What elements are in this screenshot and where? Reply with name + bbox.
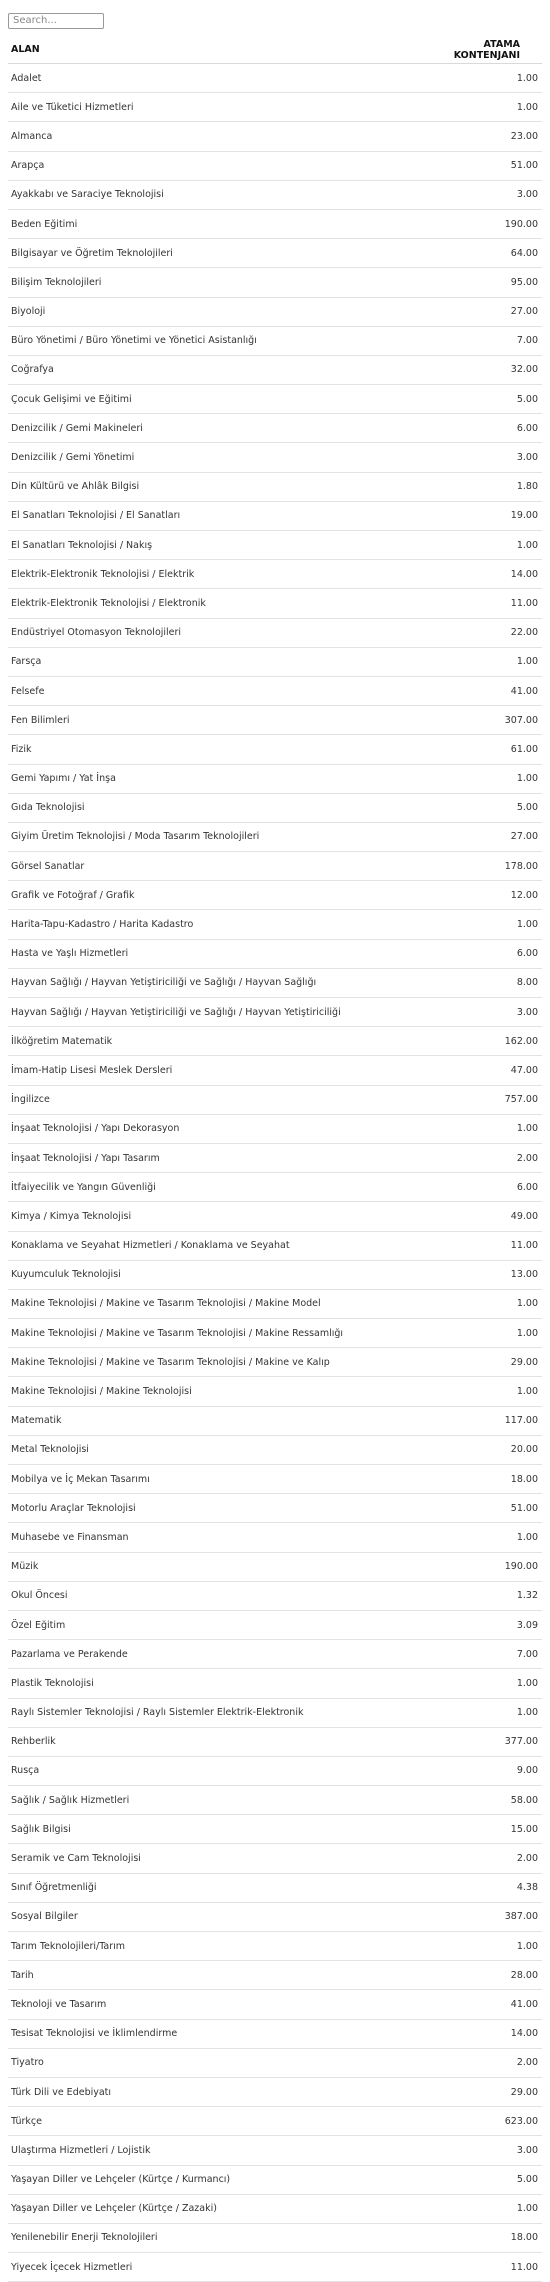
cell-atama-kontenjani: 19.00 — [414, 501, 542, 530]
cell-atama-kontenjani: 307.00 — [414, 706, 542, 735]
table-row — [8, 326, 542, 355]
table-row — [8, 2019, 542, 2048]
table-row — [8, 1961, 542, 1990]
cell-atama-kontenjani: 22.00 — [414, 618, 542, 647]
cell-atama-kontenjani: 23.00 — [414, 122, 542, 151]
table-row — [8, 414, 542, 443]
cell-atama-kontenjani: 47.00 — [414, 1056, 542, 1085]
cell-alan: Makine Teknolojisi / Makine Teknolojisi — [8, 1377, 414, 1406]
table-row — [8, 764, 542, 793]
cell-atama-kontenjani: 3.00 — [414, 443, 542, 472]
table-row — [8, 93, 542, 122]
table-row — [8, 1844, 542, 1873]
cell-atama-kontenjani: 1.00 — [414, 93, 542, 122]
cell-atama-kontenjani: 7.00 — [414, 326, 542, 355]
cell-alan: İnşaat Teknolojisi / Yapı Dekorasyon — [8, 1114, 414, 1143]
cell-atama-kontenjani: 1.00 — [414, 647, 542, 676]
cell-alan: Ulaştırma Hizmetleri / Lojistik — [8, 2136, 414, 2165]
table-row — [8, 1873, 542, 1902]
cell-atama-kontenjani: 3.00 — [414, 180, 542, 209]
table-row — [8, 2048, 542, 2077]
cell-atama-kontenjani: 5.00 — [414, 2165, 542, 2194]
table-row — [8, 676, 542, 705]
cell-atama-kontenjani: 117.00 — [414, 1406, 542, 1435]
table-row — [8, 1085, 542, 1114]
table-row — [8, 910, 542, 939]
cell-alan: Endüstriyel Otomasyon Teknolojileri — [8, 618, 414, 647]
cell-atama-kontenjani: 1.32 — [414, 1581, 542, 1610]
cell-atama-kontenjani: 29.00 — [414, 1348, 542, 1377]
data-table-container — [8, 36, 542, 2282]
table-row — [8, 122, 542, 151]
table-row — [8, 64, 542, 93]
cell-atama-kontenjani: 9.00 — [414, 1756, 542, 1785]
search-input[interactable] — [8, 13, 104, 29]
cell-atama-kontenjani: 4.38 — [414, 1873, 542, 1902]
cell-atama-kontenjani: 1.00 — [414, 764, 542, 793]
cell-atama-kontenjani: 1.80 — [414, 472, 542, 501]
cell-atama-kontenjani: 18.00 — [414, 2223, 542, 2252]
table-row — [8, 1523, 542, 1552]
cell-alan: Tarım Teknolojileri/Tarım — [8, 1932, 414, 1961]
cell-alan: İmam-Hatip Lisesi Meslek Dersleri — [8, 1056, 414, 1085]
table-row — [8, 1173, 542, 1202]
table-row — [8, 1056, 542, 1085]
table-row — [8, 881, 542, 910]
table-row — [8, 1698, 542, 1727]
cell-atama-kontenjani: 32.00 — [414, 355, 542, 384]
cell-alan: Farsça — [8, 647, 414, 676]
cell-alan: Yenilenebilir Enerji Teknolojileri — [8, 2223, 414, 2252]
cell-atama-kontenjani: 41.00 — [414, 1990, 542, 2019]
cell-atama-kontenjani: 27.00 — [414, 297, 542, 326]
cell-atama-kontenjani: 6.00 — [414, 939, 542, 968]
cell-alan: Fen Bilimleri — [8, 706, 414, 735]
table-row — [8, 1990, 542, 2019]
table-row — [8, 209, 542, 238]
table-row — [8, 239, 542, 268]
table-row — [8, 1669, 542, 1698]
cell-atama-kontenjani: 11.00 — [414, 2253, 542, 2282]
cell-atama-kontenjani: 49.00 — [414, 1202, 542, 1231]
cell-atama-kontenjani: 13.00 — [414, 1260, 542, 1289]
table-row — [8, 1289, 542, 1318]
table-row — [8, 618, 542, 647]
cell-alan: Sosyal Bilgiler — [8, 1902, 414, 1931]
table-row — [8, 1640, 542, 1669]
cell-atama-kontenjani: 1.00 — [414, 531, 542, 560]
cell-alan: Kimya / Kimya Teknolojisi — [8, 1202, 414, 1231]
cell-alan: Makine Teknolojisi / Makine ve Tasarım Teknolojisi / Makine Ressamlığı — [8, 1319, 414, 1348]
cell-atama-kontenjani: 12.00 — [414, 881, 542, 910]
table-header — [8, 36, 542, 64]
table-row — [8, 1932, 542, 1961]
cell-alan: Coğrafya — [8, 355, 414, 384]
cell-atama-kontenjani: 6.00 — [414, 1173, 542, 1202]
cell-alan: Muhasebe ve Finansman — [8, 1523, 414, 1552]
table-row — [8, 1581, 542, 1610]
cell-alan: Adalet — [8, 64, 414, 93]
table-row — [8, 1260, 542, 1289]
cell-atama-kontenjani: 41.00 — [414, 676, 542, 705]
table-body — [8, 64, 542, 2282]
cell-atama-kontenjani: 5.00 — [414, 793, 542, 822]
cell-alan: Kuyumculuk Teknolojisi — [8, 1260, 414, 1289]
cell-alan: Tesisat Teknolojisi ve İklimlendirme — [8, 2019, 414, 2048]
table-row — [8, 706, 542, 735]
table-row — [8, 1465, 542, 1494]
table-row — [8, 560, 542, 589]
cell-alan: El Sanatları Teknolojisi / El Sanatları — [8, 501, 414, 530]
column-header-alan[interactable]: ALAN — [8, 36, 414, 64]
table-row — [8, 822, 542, 851]
cell-alan: Hayvan Sağlığı / Hayvan Yetiştiriciliği ve Sağlığı / Hayvan Sağlığı — [8, 968, 414, 997]
cell-alan: Elektrik-Elektronik Teknolojisi / Elektrik — [8, 560, 414, 589]
cell-atama-kontenjani: 58.00 — [414, 1786, 542, 1815]
table-row — [8, 1727, 542, 1756]
cell-atama-kontenjani: 28.00 — [414, 1961, 542, 1990]
table-row — [8, 1406, 542, 1435]
table-row — [8, 589, 542, 618]
cell-atama-kontenjani: 11.00 — [414, 589, 542, 618]
table-row — [8, 998, 542, 1027]
cell-atama-kontenjani: 3.00 — [414, 998, 542, 1027]
cell-alan: Teknoloji ve Tasarım — [8, 1990, 414, 2019]
table-row — [8, 1786, 542, 1815]
cell-alan: Bilişim Teknolojileri — [8, 268, 414, 297]
cell-alan: Sağlık Bilgisi — [8, 1815, 414, 1844]
cell-alan: Arapça — [8, 151, 414, 180]
table-row — [8, 1202, 542, 1231]
cell-atama-kontenjani: 162.00 — [414, 1027, 542, 1056]
cell-alan: Konaklama ve Seyahat Hizmetleri / Konaklama ve Seyahat — [8, 1231, 414, 1260]
table-row — [8, 735, 542, 764]
table-row — [8, 852, 542, 881]
cell-alan: Müzik — [8, 1552, 414, 1581]
cell-atama-kontenjani: 6.00 — [414, 414, 542, 443]
cell-alan: Ayakkabı ve Saraciye Teknolojisi — [8, 180, 414, 209]
cell-alan: İnşaat Teknolojisi / Yapı Tasarım — [8, 1143, 414, 1172]
table-row — [8, 1815, 542, 1844]
cell-alan: Yiyecek İçecek Hizmetleri — [8, 2253, 414, 2282]
cell-atama-kontenjani: 1.00 — [414, 2194, 542, 2223]
cell-atama-kontenjani: 1.00 — [414, 1377, 542, 1406]
cell-alan: İtfaiyecilik ve Yangın Güvenliği — [8, 1173, 414, 1202]
table-row — [8, 151, 542, 180]
cell-alan: Tiyatro — [8, 2048, 414, 2077]
cell-alan: Büro Yönetimi / Büro Yönetimi ve Yönetici Asistanlığı — [8, 326, 414, 355]
cell-atama-kontenjani: 1.00 — [414, 1289, 542, 1318]
table-row — [8, 1902, 542, 1931]
cell-alan: Rusça — [8, 1756, 414, 1785]
cell-alan: Raylı Sistemler Teknolojisi / Raylı Sistemler Elektrik-Elektronik — [8, 1698, 414, 1727]
table-row — [8, 1377, 542, 1406]
cell-alan: El Sanatları Teknolojisi / Nakış — [8, 531, 414, 560]
table-row — [8, 1435, 542, 1464]
cell-alan: Motorlu Araçlar Teknolojisi — [8, 1494, 414, 1523]
cell-alan: Beden Eğitimi — [8, 209, 414, 238]
cell-atama-kontenjani: 64.00 — [414, 239, 542, 268]
cell-atama-kontenjani: 51.00 — [414, 151, 542, 180]
cell-alan: Elektrik-Elektronik Teknolojisi / Elektronik — [8, 589, 414, 618]
cell-atama-kontenjani: 377.00 — [414, 1727, 542, 1756]
table-row — [8, 793, 542, 822]
cell-atama-kontenjani: 95.00 — [414, 268, 542, 297]
cell-alan: Sınıf Öğretmenliği — [8, 1873, 414, 1902]
cell-atama-kontenjani: 14.00 — [414, 560, 542, 589]
table-row — [8, 1319, 542, 1348]
cell-alan: Türk Dili ve Edebiyatı — [8, 2077, 414, 2106]
table-row — [8, 2194, 542, 2223]
table-row — [8, 268, 542, 297]
cell-alan: Harita-Tapu-Kadastro / Harita Kadastro — [8, 910, 414, 939]
cell-atama-kontenjani: 5.00 — [414, 385, 542, 414]
cell-alan: Gıda Teknolojisi — [8, 793, 414, 822]
cell-alan: Özel Eğitim — [8, 1610, 414, 1639]
column-header-atama-kontenjani[interactable]: ATAMA KONTENJANI — [414, 36, 542, 64]
cell-alan: Denizcilik / Gemi Makineleri — [8, 414, 414, 443]
cell-alan: Plastik Teknolojisi — [8, 1669, 414, 1698]
cell-atama-kontenjani: 14.00 — [414, 2019, 542, 2048]
cell-alan: Giyim Üretim Teknolojisi / Moda Tasarım Teknolojileri — [8, 822, 414, 851]
cell-atama-kontenjani: 15.00 — [414, 1815, 542, 1844]
cell-atama-kontenjani: 190.00 — [414, 209, 542, 238]
cell-atama-kontenjani: 27.00 — [414, 822, 542, 851]
cell-alan: Biyoloji — [8, 297, 414, 326]
cell-alan: İngilizce — [8, 1085, 414, 1114]
cell-alan: Denizcilik / Gemi Yönetimi — [8, 443, 414, 472]
table-row — [8, 355, 542, 384]
table-row — [8, 443, 542, 472]
cell-atama-kontenjani: 1.00 — [414, 1669, 542, 1698]
cell-alan: Rehberlik — [8, 1727, 414, 1756]
table-row — [8, 2253, 542, 2282]
cell-atama-kontenjani: 3.09 — [414, 1610, 542, 1639]
table-row — [8, 2165, 542, 2194]
cell-alan: Seramik ve Cam Teknolojisi — [8, 1844, 414, 1873]
cell-alan: Grafik ve Fotoğraf / Grafik — [8, 881, 414, 910]
cell-atama-kontenjani: 7.00 — [414, 1640, 542, 1669]
cell-alan: Makine Teknolojisi / Makine ve Tasarım Teknolojisi / Makine ve Kalıp — [8, 1348, 414, 1377]
cell-atama-kontenjani: 29.00 — [414, 2077, 542, 2106]
table-row — [8, 968, 542, 997]
cell-atama-kontenjani: 3.00 — [414, 2136, 542, 2165]
cell-alan: İlköğretim Matematik — [8, 1027, 414, 1056]
cell-alan: Makine Teknolojisi / Makine ve Tasarım Teknolojisi / Makine Model — [8, 1289, 414, 1318]
cell-atama-kontenjani: 1.00 — [414, 910, 542, 939]
table-row — [8, 531, 542, 560]
table-row — [8, 2223, 542, 2252]
cell-alan: Yaşayan Diller ve Lehçeler (Kürtçe / Zazaki) — [8, 2194, 414, 2223]
cell-atama-kontenjani: 51.00 — [414, 1494, 542, 1523]
cell-alan: Felsefe — [8, 676, 414, 705]
cell-alan: Pazarlama ve Perakende — [8, 1640, 414, 1669]
table-header-row — [8, 36, 542, 64]
cell-alan: Metal Teknolojisi — [8, 1435, 414, 1464]
table-row — [8, 180, 542, 209]
cell-atama-kontenjani: 623.00 — [414, 2107, 542, 2136]
cell-alan: Gemi Yapımı / Yat İnşa — [8, 764, 414, 793]
table-row — [8, 2077, 542, 2106]
cell-atama-kontenjani: 1.00 — [414, 1523, 542, 1552]
cell-atama-kontenjani: 1.00 — [414, 1319, 542, 1348]
cell-alan: Mobilya ve İç Mekan Tasarımı — [8, 1465, 414, 1494]
cell-atama-kontenjani: 1.00 — [414, 64, 542, 93]
cell-alan: Sağlık / Sağlık Hizmetleri — [8, 1786, 414, 1815]
cell-atama-kontenjani: 1.00 — [414, 1114, 542, 1143]
cell-alan: Görsel Sanatlar — [8, 852, 414, 881]
table-row — [8, 1552, 542, 1581]
table-row — [8, 1027, 542, 1056]
cell-atama-kontenjani: 190.00 — [414, 1552, 542, 1581]
cell-alan: Matematik — [8, 1406, 414, 1435]
cell-atama-kontenjani: 8.00 — [414, 968, 542, 997]
table-row — [8, 1494, 542, 1523]
table-row — [8, 2107, 542, 2136]
cell-atama-kontenjani: 11.00 — [414, 1231, 542, 1260]
cell-alan: Aile ve Tüketici Hizmetleri — [8, 93, 414, 122]
cell-atama-kontenjani: 387.00 — [414, 1902, 542, 1931]
cell-alan: Bilgisayar ve Öğretim Teknolojileri — [8, 239, 414, 268]
table-row — [8, 1114, 542, 1143]
table-row — [8, 1348, 542, 1377]
table-row — [8, 472, 542, 501]
cell-atama-kontenjani: 2.00 — [414, 2048, 542, 2077]
table-row — [8, 939, 542, 968]
cell-atama-kontenjani: 20.00 — [414, 1435, 542, 1464]
cell-alan: Hayvan Sağlığı / Hayvan Yetiştiriciliği ve Sağlığı / Hayvan Yetiştiriciliği — [8, 998, 414, 1027]
cell-atama-kontenjani: 178.00 — [414, 852, 542, 881]
table-row — [8, 2136, 542, 2165]
cell-alan: Almanca — [8, 122, 414, 151]
table-row — [8, 385, 542, 414]
cell-atama-kontenjani: 757.00 — [414, 1085, 542, 1114]
cell-atama-kontenjani: 2.00 — [414, 1844, 542, 1873]
cell-atama-kontenjani: 2.00 — [414, 1143, 542, 1172]
cell-alan: Din Kültürü ve Ahlâk Bilgisi — [8, 472, 414, 501]
table-row — [8, 1756, 542, 1785]
cell-alan: Çocuk Gelişimi ve Eğitimi — [8, 385, 414, 414]
table-row — [8, 647, 542, 676]
table-row — [8, 501, 542, 530]
cell-atama-kontenjani: 1.00 — [414, 1932, 542, 1961]
cell-alan: Yaşayan Diller ve Lehçeler (Kürtçe / Kurmancı) — [8, 2165, 414, 2194]
cell-alan: Türkçe — [8, 2107, 414, 2136]
cell-alan: Hasta ve Yaşlı Hizmetleri — [8, 939, 414, 968]
cell-atama-kontenjani: 61.00 — [414, 735, 542, 764]
cell-alan: Tarih — [8, 1961, 414, 1990]
table-row — [8, 297, 542, 326]
cell-alan: Okul Öncesi — [8, 1581, 414, 1610]
cell-alan: Fizik — [8, 735, 414, 764]
table-row — [8, 1143, 542, 1172]
table-row — [8, 1610, 542, 1639]
table-row — [8, 1231, 542, 1260]
cell-atama-kontenjani: 1.00 — [414, 1698, 542, 1727]
search-container — [8, 8, 104, 29]
cell-atama-kontenjani: 18.00 — [414, 1465, 542, 1494]
data-table — [8, 36, 542, 2282]
